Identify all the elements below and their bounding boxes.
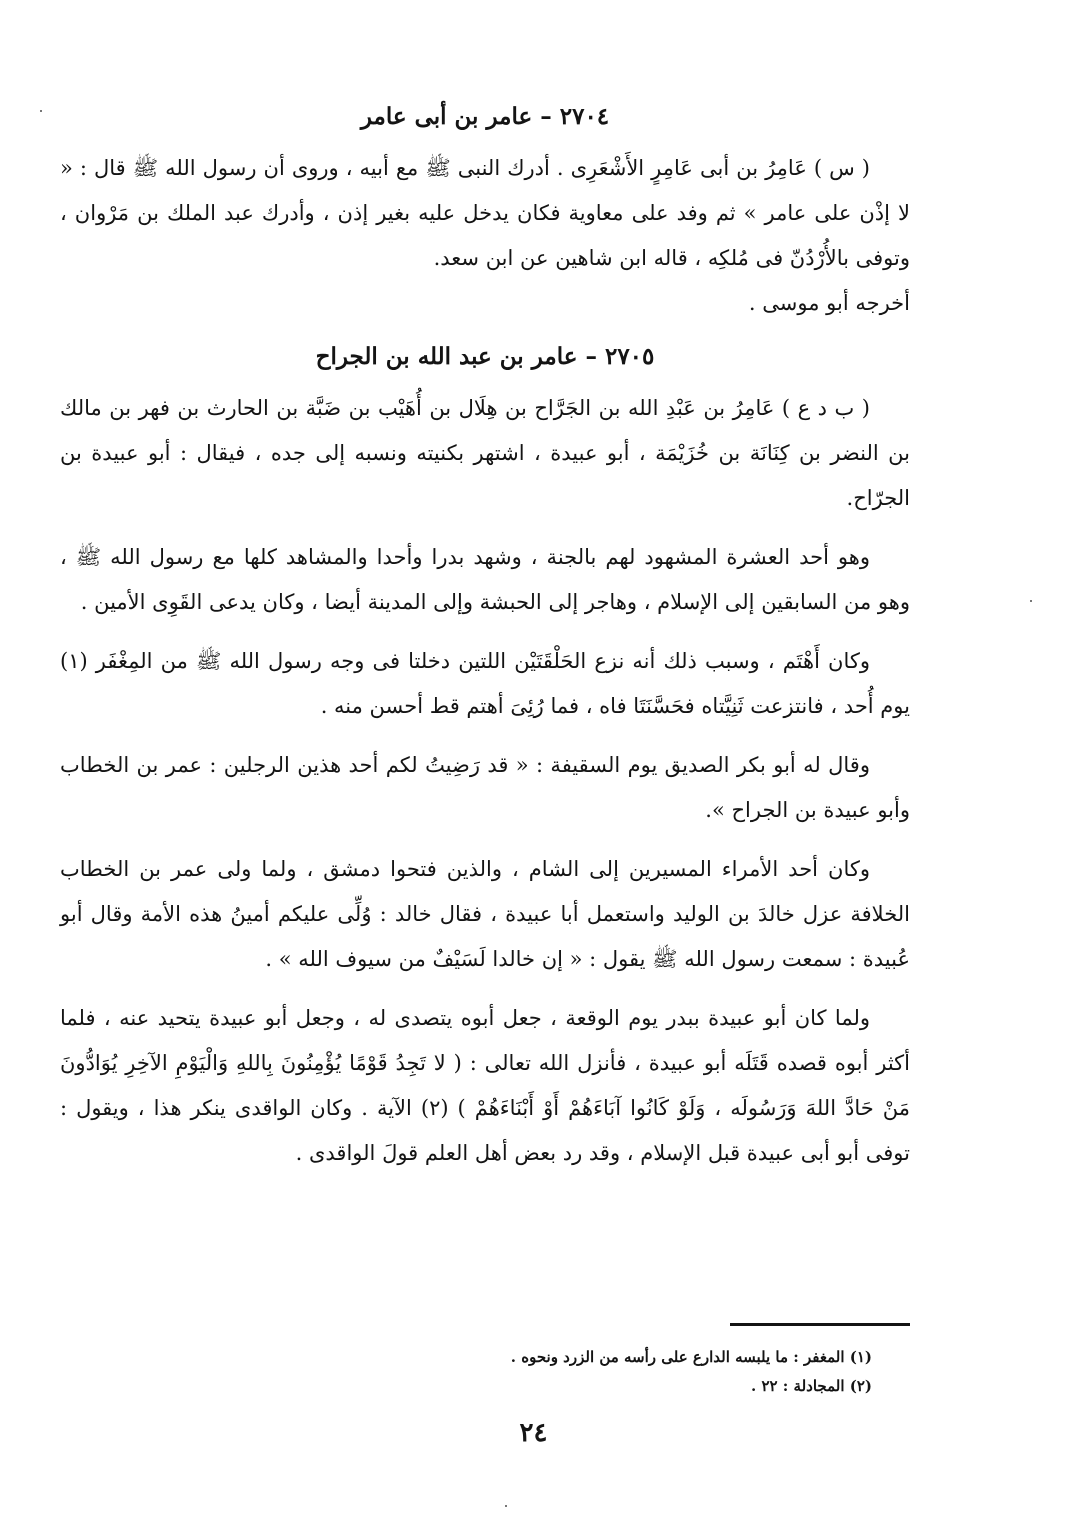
- entry-paragraph: وهو أحد العشرة المشهود لهم بالجنة ، وشهد بدرا وأحدا والمشاهد كلها مع رسول الله ﷺ ، وهو من السابقين إلى الإسلام ، وهاجر إلى الحبشة وإلى المدينة أيضا ، وكان يدعى القَوِى الأمين .: [60, 545, 910, 614]
- scan-speck: [40, 110, 42, 112]
- page-number: ٢٤: [519, 1418, 548, 1448]
- footnote-item: (١) المغفر : ما يلبسه الدارع على رأسه من الزرد ونحوه .: [510, 1348, 872, 1366]
- entry-heading: ٢٧٠٤ – عامر بن أبى عامر: [360, 103, 610, 130]
- footnote-item: (٢) المجادلة : ٢٢ .: [750, 1377, 872, 1395]
- entry-2704: [60, 100, 910, 326]
- entry-2705: [60, 340, 910, 1176]
- page-body: [60, 100, 910, 1176]
- footnote-divider: [730, 1323, 910, 1326]
- scan-speck: [505, 1505, 507, 1507]
- entry-paragraph: ولما كان أبو عبيدة ببدر يوم الوقعة ، جعل أبوه يتصدى له ، وجعل أبو عبيدة يتحيد عنه ، فلما أكثر أبوه قصده قَتَلَه أبو عبيدة ، فأنزل الله تعالى : ( لا تَجِدُ قَوْمًا يُؤْمِنُونَ بِاللهِ وَالْيَوْمِ الآخِرِ يُوَادُّونَ مَنْ حَادَّ اللهَ وَرَسُولَه ، وَلَوْ كَانُوا آبَاءَهُمْ أَوْ أَبْنَاءَهُمْ ) (٢) الآية . وكان الواقدى ينكر هذا ، ويقول : توفى أبو أبى عبيدة قبل الإسلام ، وقد رد بعض أهل العلم قولَ الواقدى .: [60, 1006, 911, 1165]
- entry-heading: ٢٧٠٥ – عامر بن عبد الله بن الجراح: [315, 343, 655, 370]
- entry-paragraph: ( ب د ع ) عَامِرُ بن عَبْدِ الله بن الجَرَّاح بن هِلَال بن أُهَيْب بن ضَبَّة بن الحارث بن فهر بن مالك بن النضر بن كِنَانَة بن خُزَيْمَة ، أبو عبيدة ، اشتهر بكنيته ونسبه إلى جده ، فيقال : أبو عبيدة بن الجرّاح.: [60, 396, 910, 510]
- scan-speck: [1030, 600, 1032, 602]
- footnotes: [272, 1343, 872, 1401]
- entry-paragraph: أخرجه أبو موسى .: [748, 291, 910, 315]
- entry-paragraph: وكان أَهْتَم ، وسبب ذلك أنه نزع الحَلْقَتَيْن اللتين دخلتا فى وجه رسول الله ﷺ من المِغْفَر (١) يوم أُحد ، فانتزعت ثَنِيَّتاه فحَسَّنَتَا فاه ، فما رُئِىَ أهتم قط أحسن منه .: [60, 649, 910, 718]
- entry-paragraph: ( س ) عَامِرُ بن أبى عَامِرٍ الأَشْعَرِى . أدرك النبى ﷺ مع أبيه ، وروى أن رسول الله ﷺ قال : « لا إذْن على عامر » ثم وفد على معاوية فكان يدخل عليه بغير إذن ، وأدرك عبد الملك بن مَرْوان ، وتوفى بالأُرْدُنّ فى مُلكِه ، قاله ابن شاهين عن ابن سعد.: [60, 156, 910, 270]
- entry-paragraph: وقال له أبو بكر الصديق يوم السقيفة : « قد رَضِيتُ لكم أحد هذين الرجلين : عمر بن الخطاب وأبو عبيدة بن الجراح ».: [60, 753, 910, 822]
- entry-paragraph: وكان أحد الأمراء المسيرين إلى الشام ، والذين فتحوا دمشق ، ولما ولى عمر بن الخطاب الخلافة عزل خالدَ بن الوليد واستعمل أبا عبيدة ، فقال خالد : وُلِّى عليكم أمينُ هذه الأمة وقال أبو عُبيدة : سمعت رسول الله ﷺ يقول : « إن خالدا لَسَيْفٌ من سيوف الله » .: [60, 857, 910, 971]
